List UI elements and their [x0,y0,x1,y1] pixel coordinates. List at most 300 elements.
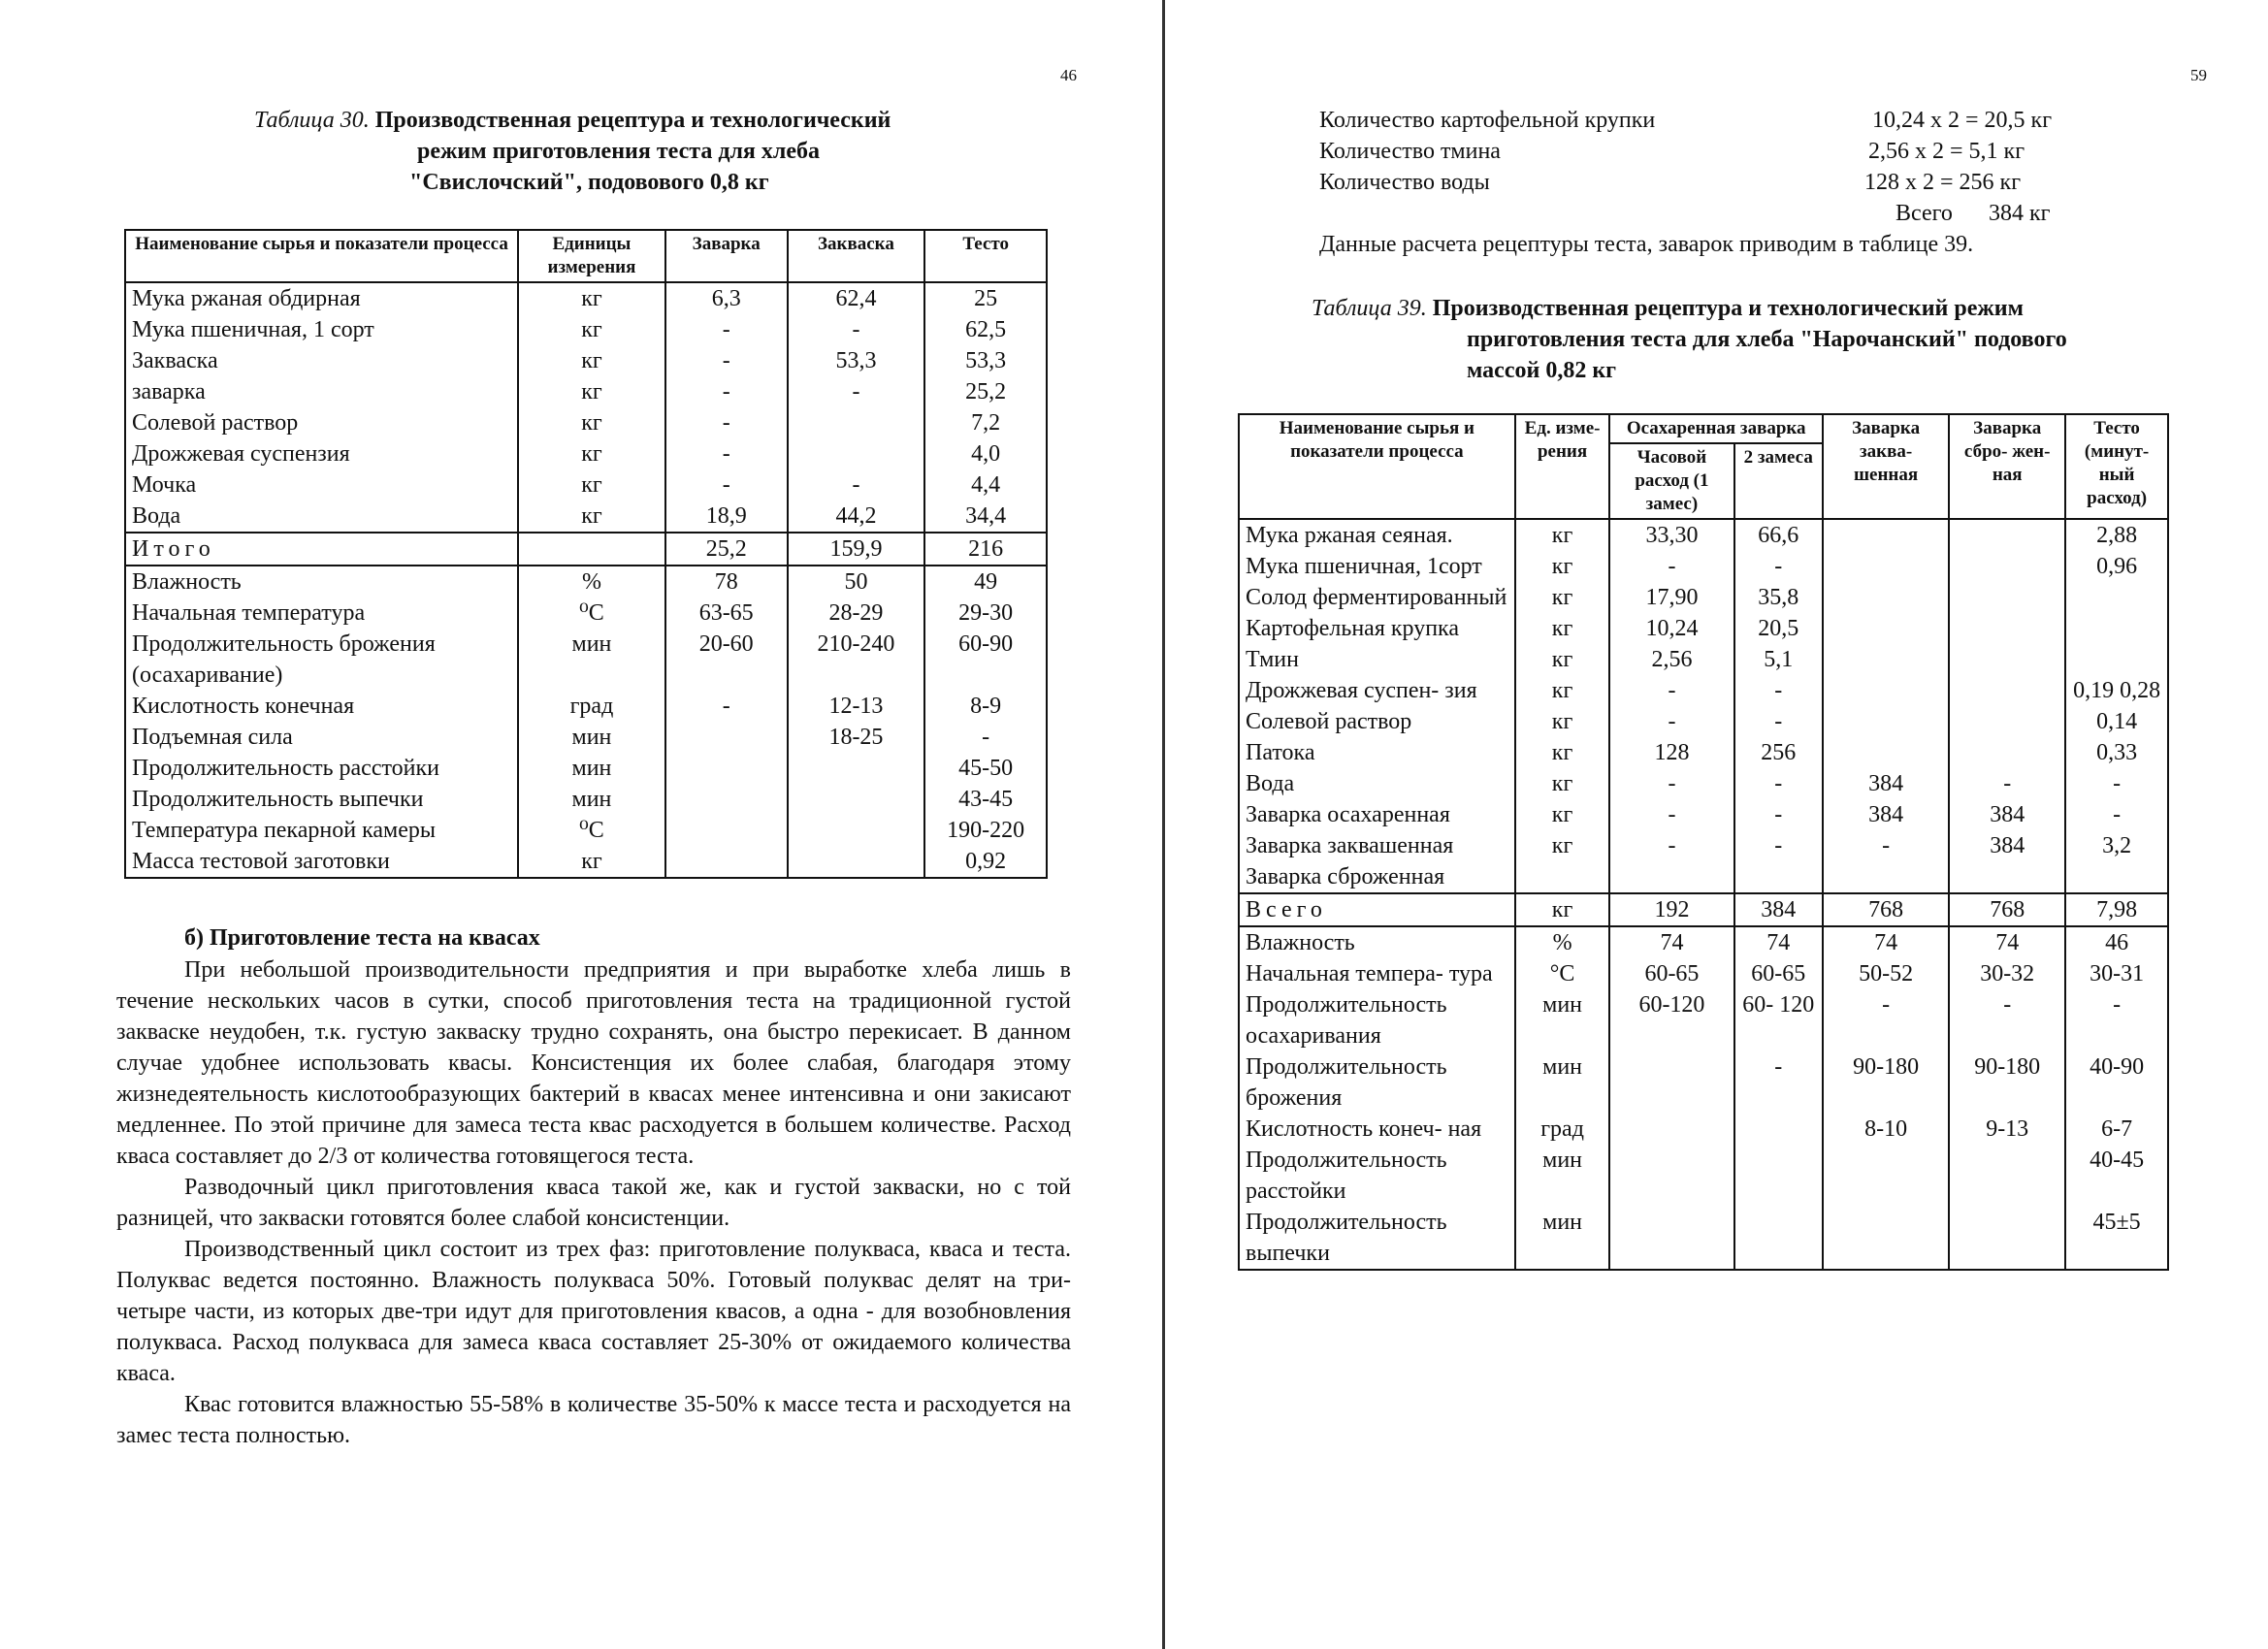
table-row [1239,551,2168,582]
table-cell: град [1515,1114,1610,1145]
table-cell: 0,96 [2065,551,2168,582]
table-row [1239,1114,2168,1145]
calc-note: Данные расчета рецептуры теста, заварок приводим в таблице 39. [1319,232,1974,257]
column-header: Ед. изме- рения [1515,414,1610,519]
table-cell: кг [518,407,665,438]
table-cell [788,815,925,846]
table-cell: мин [1515,1207,1610,1270]
table-cell [1823,1207,1949,1270]
table-cell: - [788,314,925,345]
table-cell: кг [1515,768,1610,799]
table-row [125,501,1047,533]
table-row [125,376,1047,407]
table-cell: 7,98 [2065,893,2168,926]
table-row [1239,582,2168,613]
table-cell [1823,519,1949,551]
table-cell: - [1609,551,1733,582]
column-header: Закваска [788,230,925,282]
table-row [1239,768,2168,799]
table-cell: 4,4 [924,469,1047,501]
table-cell: 6,3 [665,282,788,314]
calc-note-row [1319,229,2251,260]
table-cell [1823,675,1949,706]
table-cell: 17,90 [1609,582,1733,613]
row-label: Продолжительность осахаривания [1239,989,1515,1051]
table-cell: кг [518,345,665,376]
table-cell: - [924,722,1047,753]
table-cell: кг [518,846,665,878]
row-label: Влажность [1239,926,1515,958]
table-cell [518,533,665,566]
table-cell [1609,1114,1733,1145]
table-cell: 2,88 [2065,519,2168,551]
table-cell: мин [1515,989,1610,1051]
table-row [125,407,1047,438]
calc-label: Количество воды [1319,170,1490,195]
row-label: Мука пшеничная, 1сорт [1239,551,1515,582]
table-cell: кг [1515,613,1610,644]
table-cell: 43-45 [924,784,1047,815]
table-cell: - [1609,706,1733,737]
column-header: Часовой расход (1 замес) [1609,443,1733,519]
table-header-row [125,230,1047,282]
table-cell: - [1734,799,1824,830]
table-cell: мин [1515,1051,1610,1114]
calc-label: Количество картофельной крупки [1319,108,1656,133]
table-cell: 74 [1734,926,1824,958]
table-cell: 46 [2065,926,2168,958]
table-cell: 384 [1734,893,1824,926]
row-label: Закваска [125,345,518,376]
table-cell: - [1734,768,1824,799]
table-cell: 192 [1609,893,1733,926]
table-cell: - [1734,706,1824,737]
table-cell [1609,1145,1733,1207]
row-label: Начальная темпера- тура [1239,958,1515,989]
calc-value: 128 х 2 = 256 кг [1864,170,2022,195]
table-row [125,629,1047,691]
table-cell [1734,1145,1824,1207]
calc-row [1319,136,2251,167]
table-cell: 384 [1949,830,2065,893]
table-cell: % [1515,926,1610,958]
table-cell: мин [1515,1145,1610,1207]
table-cell: 0,19 0,28 [2065,675,2168,706]
table-caption [254,105,891,198]
caption-line: "Свислочский", подовового 0,8 кг [409,170,769,195]
table-cell: кг [1515,737,1610,768]
row-label: Тмин [1239,644,1515,675]
table-label: Таблица 30. [254,108,370,133]
table-cell: ⁰С [518,815,665,846]
table-cell: - [1734,830,1824,893]
caption-line: приготовления теста для хлеба "Нарочанский" подового [1467,327,2067,352]
row-label: Мука пшеничная, 1 сорт [125,314,518,345]
table-cell [665,722,788,753]
table-cell: 49 [924,566,1047,598]
table-cell [1823,737,1949,768]
row-label: Продолжительность брожения (осахаривание) [125,629,518,691]
table-cell [2065,644,2168,675]
table-cell: 40-45 [2065,1145,2168,1207]
column-header: Наименование сырья и показатели процесса [125,230,518,282]
table-cell [1949,551,2065,582]
table-cell [788,438,925,469]
row-label: Мука ржаная сеяная. [1239,519,1515,551]
table-cell: 44,2 [788,501,925,533]
table-row [125,345,1047,376]
table-cell: 62,5 [924,314,1047,345]
table-cell: 159,9 [788,533,925,566]
table-cell: 63-65 [665,598,788,629]
column-header: 2 замеса [1734,443,1824,519]
table-cell: - [1609,768,1733,799]
table-cell: - [1734,675,1824,706]
table-cell: - [665,438,788,469]
table-cell: 5,1 [1734,644,1824,675]
table-row [1239,644,2168,675]
table-row [125,438,1047,469]
table-cell: - [1609,799,1733,830]
table-cell: 18-25 [788,722,925,753]
table-cell: 10,24 [1609,613,1733,644]
table-cell: град [518,691,665,722]
table-cell: - [2065,799,2168,830]
table-cell: кг [1515,893,1610,926]
table-cell: - [665,314,788,345]
table-cell [1734,1114,1824,1145]
table-cell: - [1823,989,1949,1051]
table-row [1239,989,2168,1051]
table-cell: 12-13 [788,691,925,722]
table-cell: мин [518,629,665,691]
table-cell: - [1823,830,1949,893]
table-cell: 60-65 [1609,958,1733,989]
table-cell: 2,56 [1609,644,1733,675]
table-cell: 30-32 [1949,958,2065,989]
table-row [1239,1207,2168,1270]
table-cell: кг [1515,519,1610,551]
table-cell: 25,2 [924,376,1047,407]
table-cell: 0,33 [2065,737,2168,768]
table-cell: - [1949,768,2065,799]
table-cell: 40-90 [2065,1051,2168,1114]
table-cell: - [665,691,788,722]
table-cell: кг [1515,644,1610,675]
row-label: Мука ржаная обдирная [125,282,518,314]
table-row [1239,519,2168,551]
table-cell: кг [1515,582,1610,613]
calc-row [1319,105,2251,136]
table-cell [1823,1145,1949,1207]
column-header: Тесто (минут- ный расход) [2065,414,2168,519]
table-cell: 256 [1734,737,1824,768]
calc-total-row [1319,198,2251,229]
table-cell [665,753,788,784]
table-row [125,282,1047,314]
row-label: Температура пекарной камеры [125,815,518,846]
table-cell: 53,3 [788,345,925,376]
table-cell: 9-13 [1949,1114,2065,1145]
table-cell [1949,519,2065,551]
page-number: 46 [1060,66,1077,84]
table-cell: 45-50 [924,753,1047,784]
table-cell: - [665,407,788,438]
table-row [1239,893,2168,926]
table-cell: 25,2 [665,533,788,566]
row-label: Вода [1239,768,1515,799]
row-label: Продолжительность выпечки [125,784,518,815]
table-cell: 28-29 [788,598,925,629]
table-cell: 60-90 [924,629,1047,691]
row-label: Подъемная сила [125,722,518,753]
table-cell: 216 [924,533,1047,566]
table-cell: 90-180 [1823,1051,1949,1114]
row-label: Итого [125,533,518,566]
calc-row [1319,167,2251,198]
table-cell: - [1734,551,1824,582]
row-label: Всего [1239,893,1515,926]
table-cell [2065,582,2168,613]
table-cell: 128 [1609,737,1733,768]
table-cell: 8-9 [924,691,1047,722]
table-row [125,846,1047,878]
table-row [1239,706,2168,737]
paragraph: При небольшой производительности предприятия и при выработке хлеба лишь в течение нескольких часов в сутки, способ приготовления теста на традиционной густой закваске неудобен, т.к. густую закваску трудно сохранять, она быстро перекисает. В данном случае удобнее использовать квасы. Консистенция их более слабая, благодаря этому жизнедеятельность кислотообразующих бактерий в квасах менее интенсивна и они закисают медленнее. По этой причине для замеса теста квас расходуется в большем количестве. Расход кваса составляет до 2/3 от количества готовящегося теста. [116,957,1071,1169]
table-cell: 60- 120 [1734,989,1824,1051]
caption-line: Производственная рецептура и технологический [374,108,891,133]
table-cell: 50-52 [1823,958,1949,989]
table-header-row [1239,414,2168,443]
row-label: Масса тестовой заготовки [125,846,518,878]
row-label: Продолжительность выпечки [1239,1207,1515,1270]
table-cell: кг [1515,706,1610,737]
table-cell: 30-31 [2065,958,2168,989]
table-cell [1823,582,1949,613]
table-cell: 45±5 [2065,1207,2168,1270]
table-cell: 60-120 [1609,989,1733,1051]
table-cell [1609,1207,1733,1270]
row-label: Солевой раствор [1239,706,1515,737]
calc-total-label: Всего [1895,201,1953,226]
table-row [1239,830,2168,893]
column-header: Тесто [924,230,1047,282]
row-label: Кислотность конеч- ная [1239,1114,1515,1145]
table-cell: 384 [1823,768,1949,799]
table-cell [1823,644,1949,675]
table-cell: 18,9 [665,501,788,533]
table-cell: 90-180 [1949,1051,2065,1114]
table-row [125,469,1047,501]
column-header: Заварка [665,230,788,282]
table-cell: кг [518,501,665,533]
table-row [125,598,1047,629]
row-label: Продолжительность брожения [1239,1051,1515,1114]
table-cell: 8-10 [1823,1114,1949,1145]
table-cell: 25 [924,282,1047,314]
table-cell: 74 [1823,926,1949,958]
table-cell: кг [1515,799,1610,830]
table-cell [1949,582,2065,613]
table-cell: - [788,469,925,501]
table-cell: - [2065,768,2168,799]
caption-line: массой 0,82 кг [1467,358,1617,383]
table-cell: 74 [1609,926,1733,958]
row-label: Дрожжевая суспен- зия [1239,675,1515,706]
row-label: Солод ферментированный [1239,582,1515,613]
table-cell [788,784,925,815]
table-cell: кг [1515,675,1610,706]
row-label: Картофельная крупка [1239,613,1515,644]
table-cell: 34,4 [924,501,1047,533]
table-row [1239,799,2168,830]
caption-line: Производственная рецептура и технологический режим [1432,296,2024,321]
table-cell: 190-220 [924,815,1047,846]
column-group-header: Осахаренная заварка [1609,414,1823,443]
table-cell: - [1609,675,1733,706]
section-title: б) Приготовление теста на квасах [184,925,540,951]
table-cell: - [788,376,925,407]
paragraph: Квас готовится влажностью 55-58% в количестве 35-50% к массе теста и расходуется на замес теста полностью. [116,1392,1071,1448]
table-cell: - [665,469,788,501]
table-cell: 53,3 [924,345,1047,376]
table-cell: 0,14 [2065,706,2168,737]
row-label: Солевой раствор [125,407,518,438]
table-cell [1823,613,1949,644]
row-label: Продолжительность расстойки [125,753,518,784]
table-caption [1312,293,2067,386]
table-row [1239,1145,2168,1207]
table-row [125,815,1047,846]
table-cell [788,407,925,438]
row-label: Начальная температура [125,598,518,629]
table-cell: кг [518,469,665,501]
table-row [125,314,1047,345]
table-cell: 3,2 [2065,830,2168,893]
table-cell [1949,644,2065,675]
table-cell: 0,92 [924,846,1047,878]
table-cell: 62,4 [788,282,925,314]
table-cell [1734,1207,1824,1270]
row-label: Мочка [125,469,518,501]
recipe-table [1238,413,2169,1271]
row-label: Заварка осахаренная [1239,799,1515,830]
row-label: заварка [125,376,518,407]
row-label: Кислотность конечная [125,691,518,722]
paragraph: Разводочный цикл приготовления кваса такой же, как и густой закваски, но с той разницей, что закваски готовятся более слабой консистенции. [116,1175,1071,1231]
row-label: Влажность [125,566,518,598]
table-cell: 6-7 [2065,1114,2168,1145]
table-cell: 4,0 [924,438,1047,469]
table-cell [788,753,925,784]
table-cell: кг [518,438,665,469]
table-row [1239,1051,2168,1114]
table-cell [1949,675,2065,706]
row-label: Продолжительность расстойки [1239,1145,1515,1207]
table-cell: 50 [788,566,925,598]
table-label: Таблица 39. [1312,296,1427,321]
table-cell [665,846,788,878]
table-cell [1949,613,2065,644]
table-cell: 29-30 [924,598,1047,629]
table-cell: 210-240 [788,629,925,691]
table-row [1239,613,2168,644]
table-cell: - [665,345,788,376]
table-cell: 74 [1949,926,2065,958]
table-cell: - [665,376,788,407]
table-row [1239,958,2168,989]
table-cell: кг [1515,830,1610,893]
table-cell: кг [518,376,665,407]
table-cell [1949,737,2065,768]
table-cell [665,815,788,846]
table-cell: 33,30 [1609,519,1733,551]
table-cell [1949,706,2065,737]
table-row [125,722,1047,753]
column-header: Наименование сырья и показатели процесса [1239,414,1515,519]
table-row [125,566,1047,598]
calculation-block [1319,105,2251,260]
table-cell: 768 [1823,893,1949,926]
page-number: 59 [2190,66,2207,84]
row-label: Дрожжевая суспензия [125,438,518,469]
recipe-table [124,229,1048,879]
table-row [125,784,1047,815]
table-cell: 768 [1949,893,2065,926]
table-cell: - [2065,989,2168,1051]
table-cell: мин [518,784,665,815]
table-row [125,691,1047,722]
table-cell: ⁰С [518,598,665,629]
table-cell: - [1609,830,1733,893]
column-header: Заварка сбро- жен- ная [1949,414,2065,519]
row-label: Патока [1239,737,1515,768]
table-cell: 384 [1949,799,2065,830]
table-cell [1823,551,1949,582]
table-cell [665,784,788,815]
paragraph: Производственный цикл состоит из трех фаз: приготовление полукваса, кваса и теста. Полуквас ведется постоянно. Влажность полукваса 50%. Готовый полуквас делят на три-четыре части, из которых две-три идут для приготовления квасов, а одна - для возобновления полукваса. Расход полукваса для замеса кваса составляет 25-30% от ожидаемого количества кваса. [116,1237,1071,1386]
table-cell: 35,8 [1734,582,1824,613]
table-cell [1609,1051,1733,1114]
body-text [116,922,1071,1451]
row-label: Заварка заквашенная Заварка сброженная [1239,830,1515,893]
table-cell: 20-60 [665,629,788,691]
table-cell: 20,5 [1734,613,1824,644]
table-row [1239,675,2168,706]
table-cell: кг [518,314,665,345]
table-cell: кг [518,282,665,314]
table-cell [2065,613,2168,644]
calc-label: Количество тмина [1319,139,1501,164]
right-page [1154,0,2268,1649]
table-cell: 66,6 [1734,519,1824,551]
table-row [1239,737,2168,768]
column-header: Заварка заква- шенная [1823,414,1949,519]
table-cell [1949,1207,2065,1270]
table-cell: 78 [665,566,788,598]
table-row [125,753,1047,784]
row-label: Вода [125,501,518,533]
calc-value: 2,56 х 2 = 5,1 кг [1868,139,2025,164]
table-cell: кг [1515,551,1610,582]
calc-total-value: 384 кг [1989,201,2051,226]
table-cell [788,846,925,878]
column-header: Единицы измерения [518,230,665,282]
calc-value: 10,24 х 2 = 20,5 кг [1872,108,2053,133]
table-cell: 7,2 [924,407,1047,438]
table-cell: - [1734,1051,1824,1114]
table-cell: % [518,566,665,598]
